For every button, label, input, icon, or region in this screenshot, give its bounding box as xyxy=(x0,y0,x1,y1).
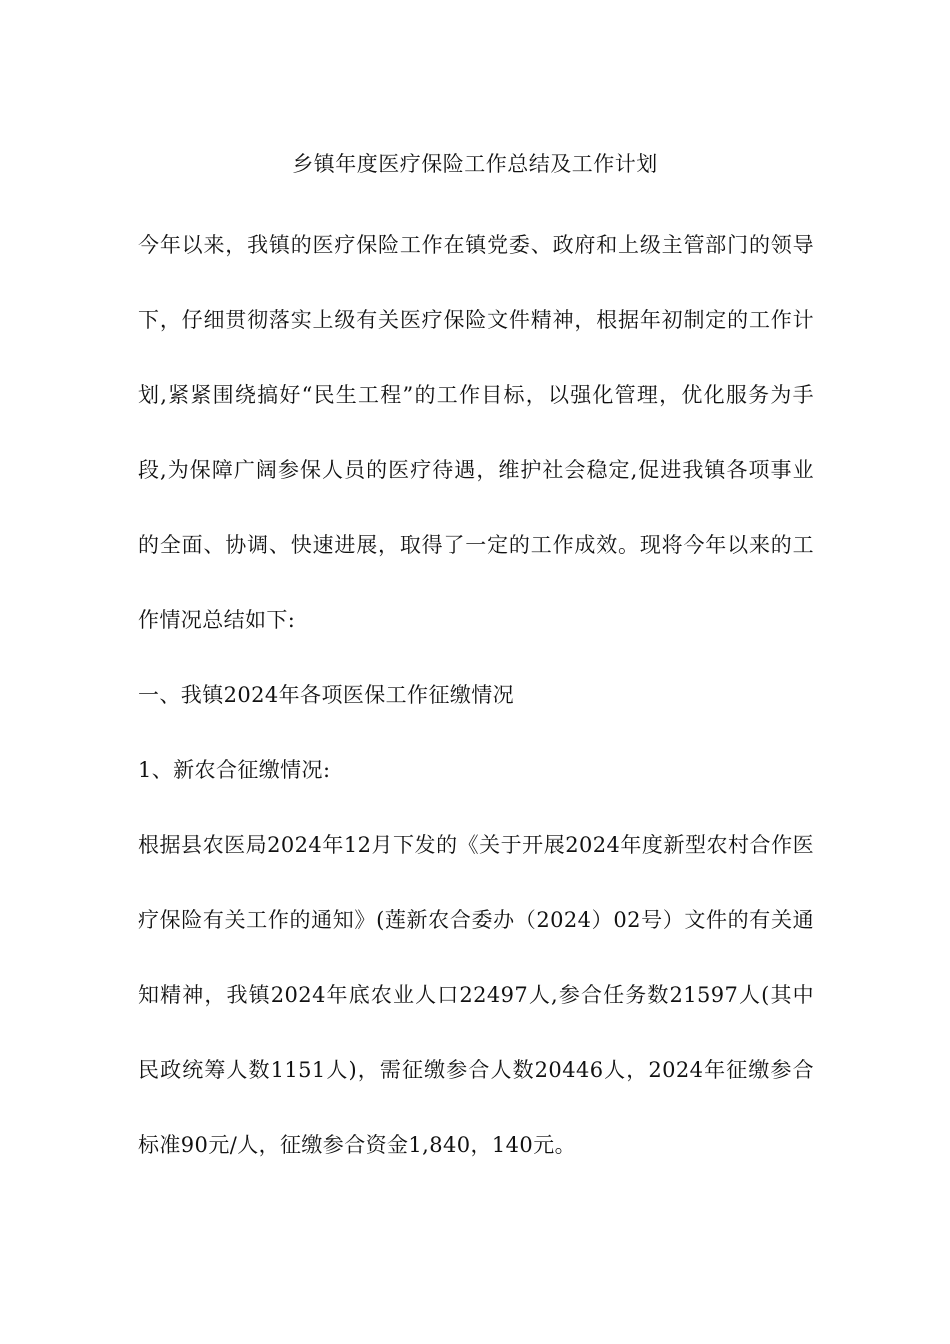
paragraph-intro: 今年以来，我镇的医疗保险工作在镇党委、政府和上级主管部门的领导下，仔细贯彻落实上级有关医疗保险文件精神，根据年初制定的工作计划,紧紧围绕搞好“民生工程”的工作目标，以强化管理，优化服务为手段,为保障广阔参保人员的医疗待遇，维护社会稳定,促进我镇各项事业的全面、协调、快速进展，取得了一定的工作成效。现将今年以来的工作情况总结如下: xyxy=(138,233,814,632)
document-title: 乡镇年度医疗保险工作总结及工作计划 xyxy=(292,152,658,176)
section-heading: 一、我镇2024年各项医保工作征缴情况 xyxy=(138,683,515,707)
paragraph-collection-details: 根据县农医局2024年12月下发的《关于开展2024年度新型农村合作医疗保险有关工作的通知》(莲新农合委办（2024）02号）文件的有关通知精神，我镇2024年底农业人口22497人,参合任务数21597人(其中民政统筹人数1151人)，需征缴参合人数20446人，2024年征缴参合标准90元/人，征缴参合资金1,840，140元。 xyxy=(138,833,814,1157)
subsection-heading: 1、新农合征缴情况: xyxy=(138,758,331,782)
document-body xyxy=(138,208,814,1183)
